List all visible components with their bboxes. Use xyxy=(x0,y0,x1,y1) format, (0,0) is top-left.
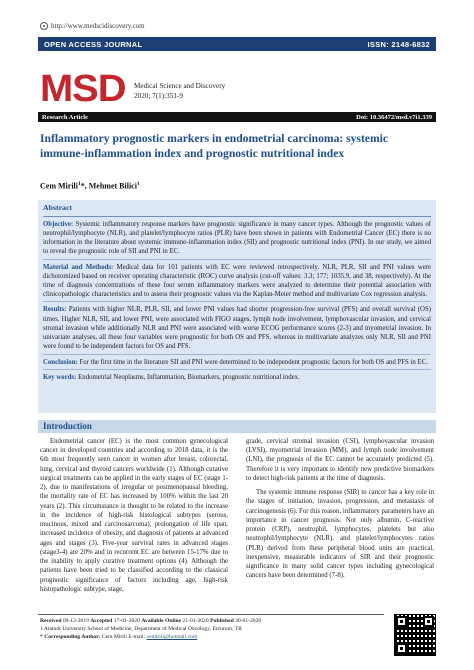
doi-link[interactable]: Doi: 10.36472/msd.v7i1.339 xyxy=(356,113,432,121)
article-dates xyxy=(40,617,380,625)
email-link[interactable]: cemirili@hotmail.com xyxy=(146,634,198,641)
article-title: Inflammatory prognostic markers in endometrial carcinoma: systemic immune-inflammation index and prognostic nutritional index xyxy=(40,132,388,161)
keywords-label: Key words: xyxy=(43,373,77,381)
body-paragraph: The systemic immune response (SIR) to cancer has a key role in the stages of initiation, invasion, progression, and metastasis of carcinogenesis (6). For this reason, inflammatory parameters have an importance in cancer prognosis. Not only albumin, C-reactive protein (CRP), neutrophil, lymphocytes, platelets but also neutrophil/lymphocyte (NLR), and platelet/lymphocytes ratios (PLR) derived from these peripheral blood units are practical, inexpensive, measurable indicators of SIR and their prognostic significance in many solid cancer types including gynecological cancers have been determined (7-8). xyxy=(246,489,434,580)
objective-text: Systemic inflammatory response markers have prognostic significance in many cancer types. Although the prognostic values of neutrophil/lymphocyte (NLR), and platelet/lymphocyte ratios (PLR) have been shown in patients with Endometrial Cancer (EC) there is no information in the literature about systemic immune-inflammation index (SII) and prognostic nutritional index (PNI). In our study, we aimed to reveal the prognostic role of SII and PNI in EC. xyxy=(43,220,431,256)
abstract-box xyxy=(38,200,436,413)
received-date: 09-12-2019 xyxy=(61,618,91,624)
journal-info xyxy=(134,82,225,101)
body-paragraph: grade, cervical stromal invasion (CSI), lymphovascular invasion (LVSI), myometrial invasion (MM), and lymph node involvement (LNI), the prognosis of the EC cannot be accurately predicted (5). Therefore it is very important to identify new predictive biomarkers to detect high-risk patients at the time of diagnosis. xyxy=(246,438,434,482)
accepted-date: 17-01-2020 xyxy=(112,618,142,624)
methods-text: Medical data for 101 patients with EC were reviewed retrospectively. NLR, PLR, SII and PNI values were dichotomized based on receiver operating characteristic (ROC) curve analysis (cut-off values: 3.3; 177; 1035.9, and 38, respectively). At the time of diagnosis concentrations of these four serum inflammatory markers were analyzed to determine their potential association with clinicopathologic characteristics and to assess their prognostic values via the Kaplan-Meier method and multivariate Cox regression analysis. xyxy=(43,263,431,299)
footer-divider xyxy=(38,614,384,615)
affiliation-marker: 1 xyxy=(77,181,81,187)
qr-finder xyxy=(423,616,434,627)
author-list xyxy=(40,181,140,191)
affiliation-marker: 1 xyxy=(136,181,140,187)
email-label: E-mail: xyxy=(128,634,147,641)
journal-volume: 2020; 7(1):351-9 xyxy=(134,91,183,100)
open-access-label: OPEN ACCESS JOURNAL xyxy=(44,39,143,49)
corresponding-author xyxy=(40,633,380,641)
author-name[interactable]: Mehmet Bilici xyxy=(88,181,137,191)
received-label: Received xyxy=(40,618,62,624)
published-date: 30-01-2020 xyxy=(233,618,262,624)
abstract-methods xyxy=(43,263,431,303)
abstract-keywords xyxy=(43,373,431,384)
issn-label: ISSN: 2148-6832 xyxy=(367,39,430,49)
conclusion-text: For the first time in the literature SII and PNI were determined to be independent prognostic factors for both OS and PFS in EC. xyxy=(77,358,428,366)
body-paragraph: Endometrial cancer (EC) is the most common gynecological cancer in developed countries and according to 2018 data, it is the 6th most frequently seen cancer in women after breast, colorectal, lung, cervical and thyroid cancers worldwide (1). Although curative surgical treatments can be applied in the early stages of EC (stage 1-2), due to manifestations of irregular or postmenopausal bleeding, the mortality rate of EC has increased by 100% within the last 20 years (2). This circumstance is thought to be related to the increase in the incidence of high-risk histological subtypes (serous, mucinous, mixed and carcinosarcoma), prolongation of life span, increased incidence of obesity, and diagnosis of patients at advanced ages and stages (3). Five-year survival rates in advanced stages (stage3-4) are 20% and in recurrent EC are between 15-17% due to the inability to apply curative treatment options (4). Although the patients have been tried to be classified according to the classical prognostic significance of factors including age, high-risk histopathologic subtype, stage, xyxy=(40,438,228,593)
author-separator: , xyxy=(84,181,89,191)
abstract-heading: Abstract xyxy=(43,203,431,217)
body-column-left xyxy=(40,437,228,599)
globe-icon xyxy=(40,22,48,30)
online-label: Available Online xyxy=(141,618,182,624)
results-text: Patients with higher NLR, PLR, SII, and lower PNI values had shorter progression-free survival (PFS) and overall survival (OS) times. Higher NLR, SII, and lower PNI, were associated with FIGO stages, lymph node involvement, lymphovascular invasion, and cervical stromal invasion while additionally NLR and PNI were associated with worse ECOG performance scores (2-3) and myometrial invasion. In univariate analyses, all these four variables were prognostic for both OS and PFS, whereas in multivariate analyzes only NLR, SII and PNI were found to be independent factors for OS and PFS. xyxy=(43,306,431,351)
journal-url-text: http://www.medscidiscovery.com xyxy=(51,22,145,30)
section-heading-introduction: Introduction xyxy=(38,420,436,433)
journal-name: Medical Science and Discovery xyxy=(134,82,226,90)
journal-url[interactable] xyxy=(40,22,145,30)
objective-label: Objective: xyxy=(43,220,74,228)
qr-code-icon xyxy=(394,614,436,656)
qr-finder xyxy=(396,616,407,627)
article-type-bar xyxy=(38,112,436,122)
article-type: Research Article xyxy=(42,113,88,121)
results-label: Results: xyxy=(43,306,67,314)
abstract-conclusion xyxy=(43,358,431,370)
affiliation: 1 Ataturk University School of Medicine, Department of Medical Oncology, Erzurum, TR xyxy=(40,626,242,633)
published-label: Published xyxy=(210,618,234,624)
qr-finder xyxy=(396,643,407,654)
footer-notes xyxy=(40,617,380,641)
abstract-results xyxy=(43,305,431,354)
keywords-text: Endometrial Neoplasms, Inflammation, Biomarkers, prognostic nutritional index. xyxy=(76,373,300,381)
abstract-objective xyxy=(43,220,431,260)
corresponding-name: Cem Mirili xyxy=(100,634,129,641)
online-date: 21-01-2020 xyxy=(181,618,211,624)
methods-label: Material and Methods: xyxy=(43,263,114,271)
journal-logo: MSD xyxy=(40,68,126,110)
journal-header-bar xyxy=(38,37,436,51)
body-column-right xyxy=(246,437,434,586)
author-name[interactable]: Cem Mirili xyxy=(40,181,78,191)
corresponding-marker: * xyxy=(80,181,85,191)
corresponding-label: * Corresponding Author: xyxy=(40,634,101,641)
accepted-label: Accepted xyxy=(90,618,113,624)
conclusion-label: Conclusion: xyxy=(43,358,78,366)
